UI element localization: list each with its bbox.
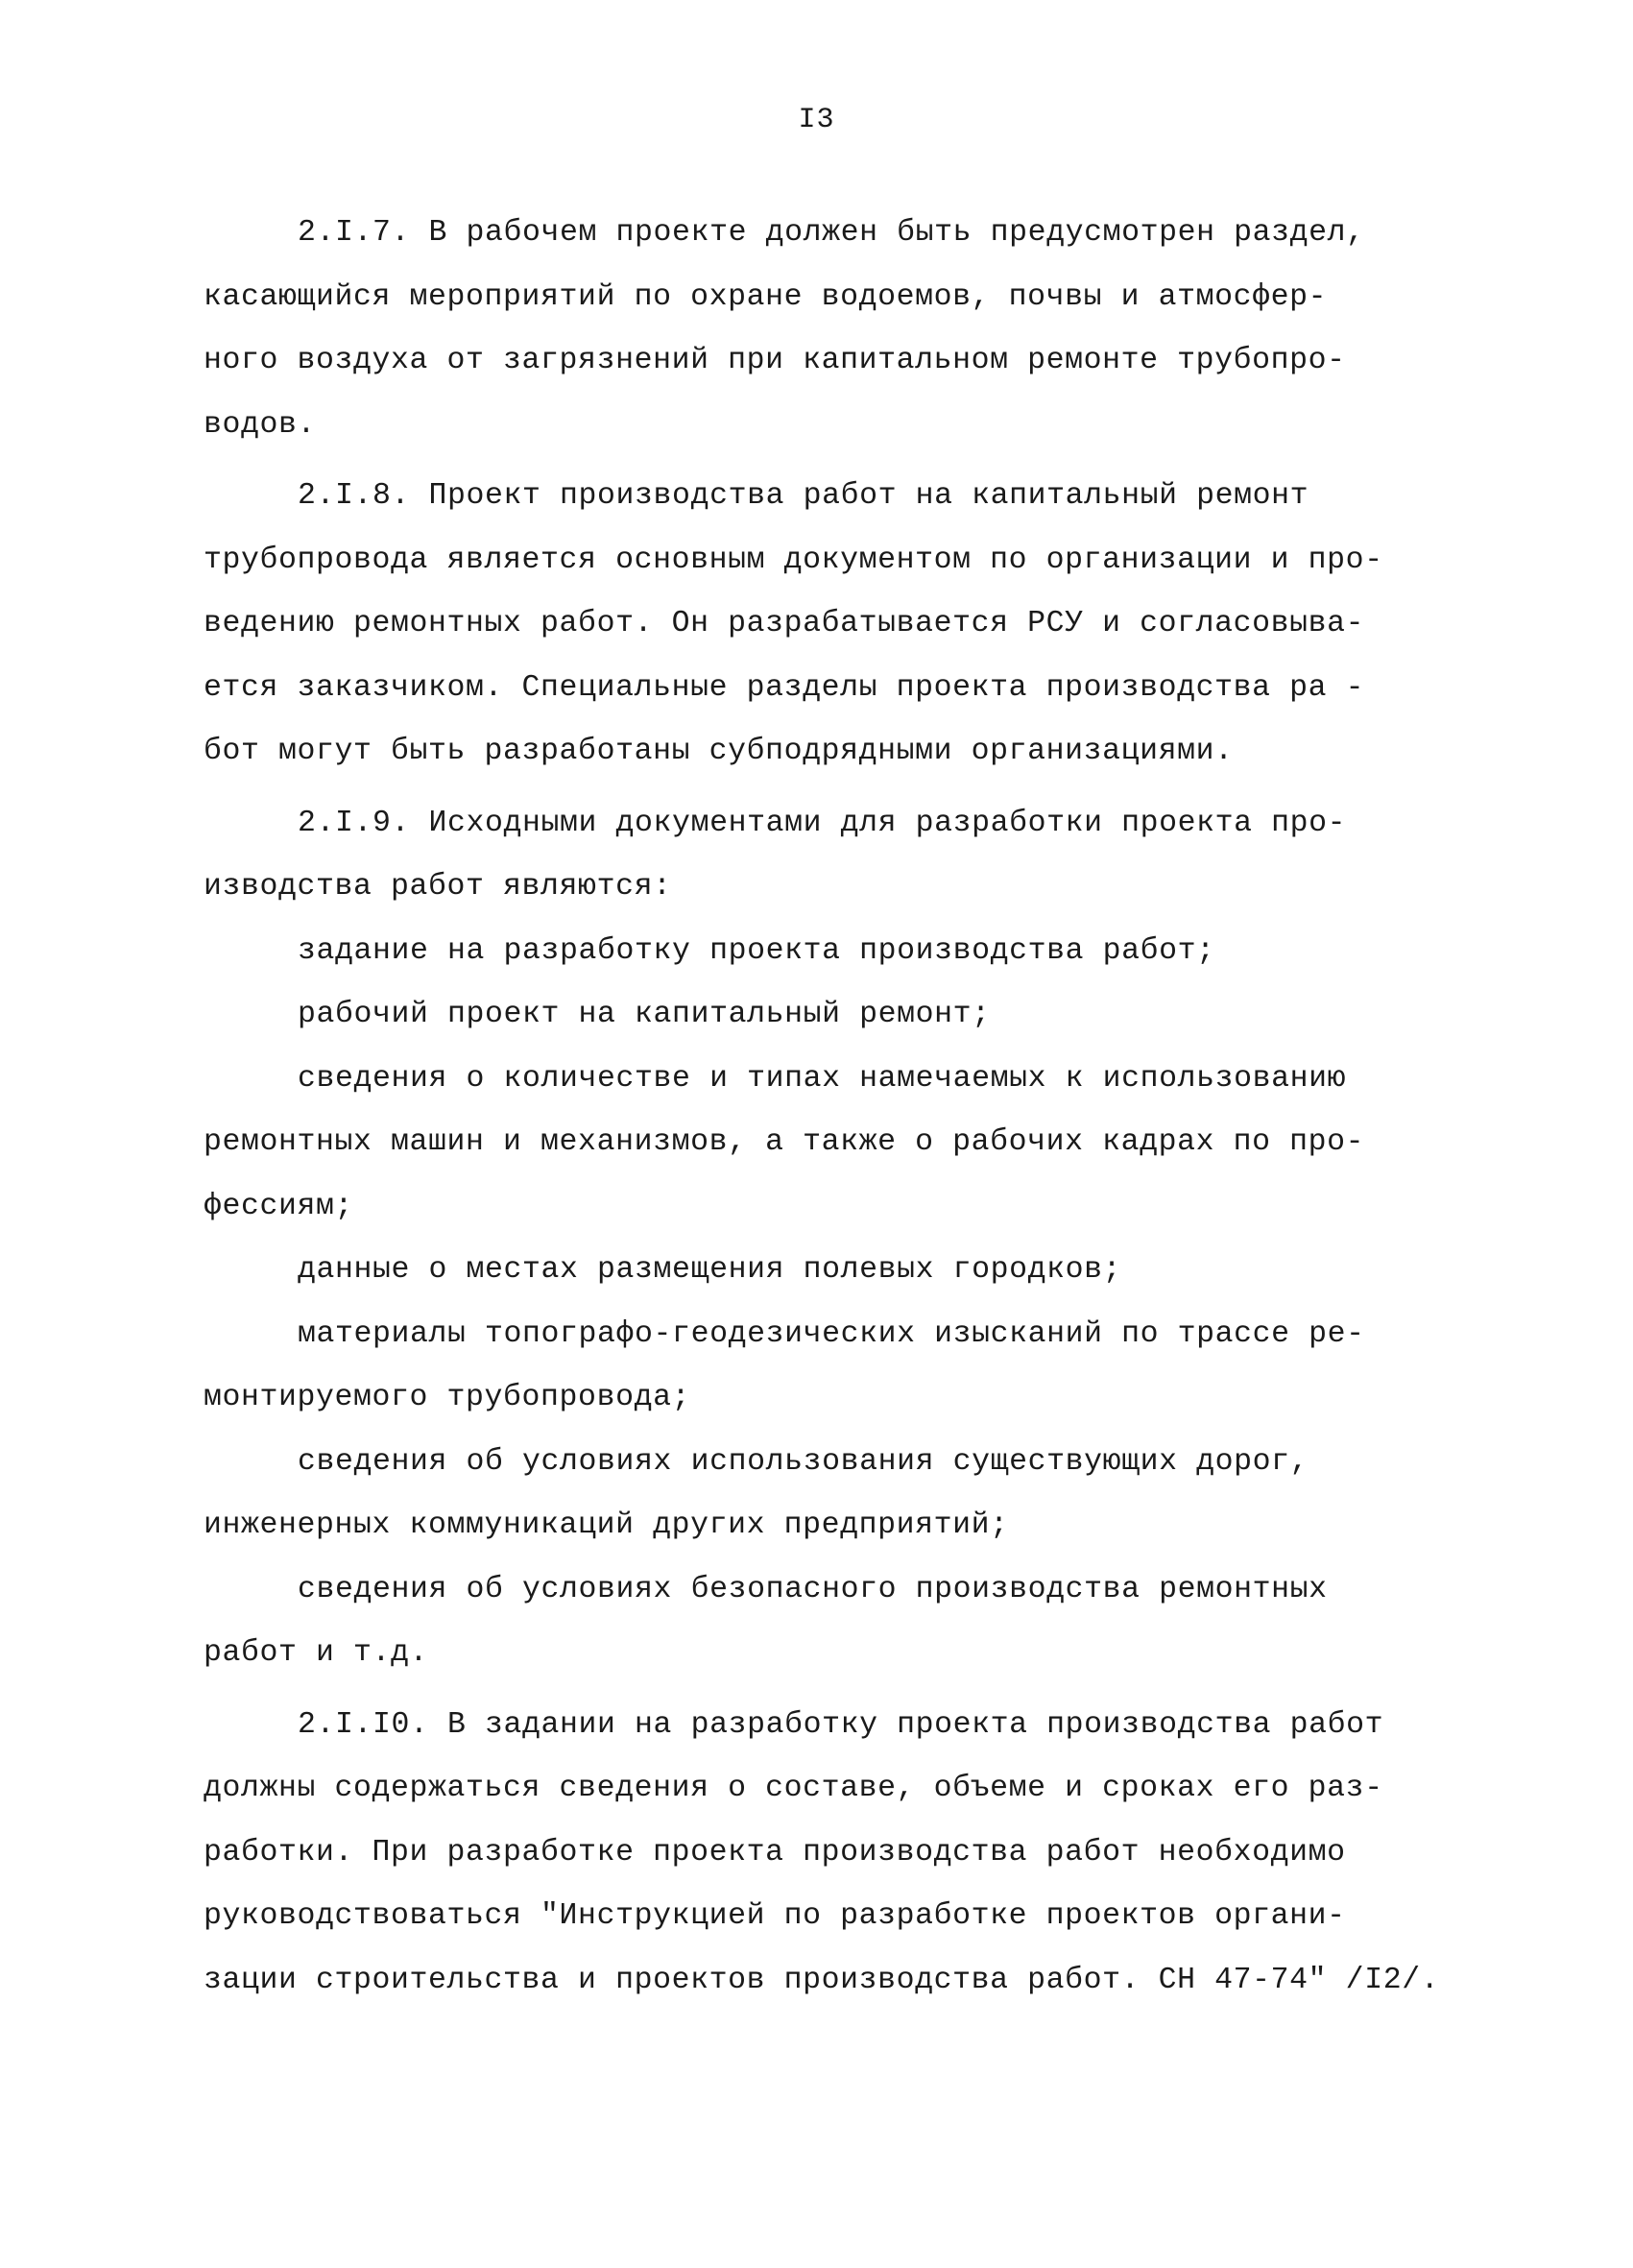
paragraph-2-1-8: [204, 465, 1461, 784]
page-number: I3: [798, 104, 835, 136]
text-line: ведению ремонтных работ. Он разрабатывается РСУ и согласовыва-: [204, 607, 1365, 640]
paragraph-2-1-7: [204, 202, 1461, 457]
list-item: [204, 1431, 1461, 1558]
text-line: трубопровода является основным документом по организации и про-: [204, 543, 1383, 577]
text-line: водов.: [204, 407, 317, 442]
list-item: [204, 1303, 1461, 1431]
text-line: фессиям;: [204, 1189, 354, 1223]
text-line: сведения об условиях использования существующих дорог,: [298, 1444, 1309, 1479]
list-item: [204, 920, 1461, 984]
text-line: ного воздуха от загрязнений при капитальном ремонте трубопро-: [204, 344, 1346, 377]
text-line: сведения об условиях безопасного производства ремонтных: [298, 1572, 1328, 1606]
text-line: сведения о количестве и типах намечаемых к использованию: [298, 1061, 1347, 1096]
text-line: руководствоваться "Инструкцией по разработке проектов органи-: [204, 1899, 1346, 1933]
text-line: монтируемого трубопровода;: [204, 1381, 691, 1414]
list-item: [204, 983, 1461, 1048]
paragraph-2-1-10: [204, 1694, 1461, 2014]
text-line: 2.I.8. Проект производства работ на капитальный ремонт: [298, 479, 1309, 513]
paragraph-2-1-9: [204, 792, 1461, 1686]
text-line: изводства работ являются:: [204, 870, 672, 904]
text-line: инженерных коммуникаций других предприятий;: [204, 1508, 1009, 1542]
text-line: работ и т.д.: [204, 1636, 429, 1670]
text-line: материалы топографо-геодезических изысканий по трассе ре-: [298, 1316, 1365, 1351]
list-item: [204, 1048, 1461, 1240]
text-line: 2.I.7. В рабочем проекте должен быть предусмотрен раздел,: [298, 216, 1365, 250]
text-line: ется заказчиком. Специальные разделы проекта производства ра -: [204, 670, 1365, 705]
text-line: данные о местах размещения полевых городков;: [298, 1253, 1122, 1287]
text-line: должны содержаться сведения о составе, объеме и сроках его раз-: [204, 1772, 1383, 1805]
text-line: бот могут быть разработаны субподрядными организациями.: [204, 735, 1234, 768]
text-line: задание на разработку проекта производства работ;: [298, 933, 1215, 968]
text-line: зации строительства и проектов производства работ. СН 47-74" /I2/.: [204, 1963, 1440, 1997]
text-line: 2.I.I0. В задании на разработку проекта производства работ: [298, 1707, 1384, 1742]
text-line: касающийся мероприятий по охране водоемов, почвы и атмосфер-: [204, 279, 1328, 314]
text-line: рабочий проект на капитальный ремонт;: [298, 998, 991, 1031]
text-line: работки. При разработке проекта производства работ необходимо: [204, 1835, 1346, 1870]
list-item: [204, 1558, 1461, 1686]
list-item: [204, 1239, 1461, 1303]
text-line: 2.I.9. Исходными документами для разработки проекта про-: [298, 806, 1347, 840]
text-line: ремонтных машин и механизмов, а также о рабочих кадрах по про-: [204, 1125, 1365, 1159]
document-body: [204, 202, 1461, 2020]
